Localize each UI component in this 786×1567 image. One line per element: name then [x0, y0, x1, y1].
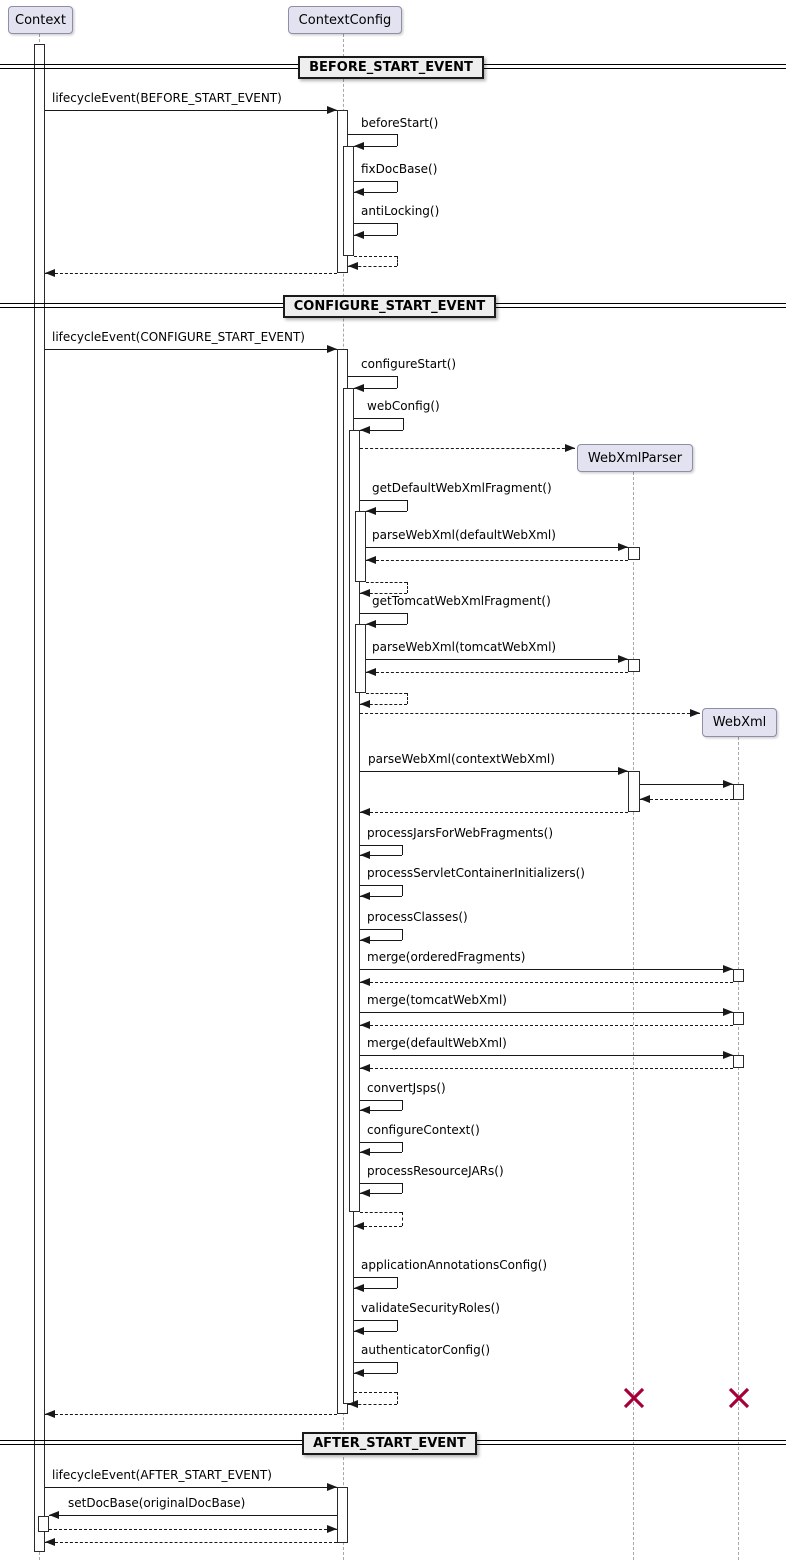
message-line: [49, 1515, 337, 1516]
activation-bar-context-config: [337, 1487, 348, 1543]
arrowhead-icon: [348, 1400, 358, 1408]
message-line: [397, 181, 398, 192]
message-label: authenticatorConfig(): [361, 1343, 491, 1357]
message-line: [348, 376, 397, 377]
message-label: parseWebXml(tomcatWebXml): [372, 640, 557, 654]
arrowhead-icon: [354, 1222, 364, 1230]
message-line: [360, 982, 733, 983]
arrowhead-icon: [366, 620, 376, 628]
message-line: [366, 659, 628, 660]
message-line: [403, 418, 404, 430]
message-line: [640, 799, 733, 800]
message-line: [360, 845, 402, 846]
divider-label: BEFORE_START_EVENT: [298, 56, 484, 79]
message-line: [354, 1277, 397, 1278]
message-label: convertJsps(): [367, 1081, 446, 1095]
arrowhead-icon: [45, 1410, 55, 1418]
divider-label: AFTER_START_EVENT: [302, 1432, 477, 1455]
activation-bar-web-xml: [733, 969, 744, 982]
message-line: [354, 1392, 397, 1393]
message-line: [360, 969, 733, 970]
message-line: [397, 134, 398, 146]
activation-bar-web-xml: [733, 784, 744, 800]
activation-bar-context-config: [355, 624, 366, 693]
message-line: [360, 1100, 402, 1101]
arrowhead-icon: [360, 978, 370, 986]
activation-bar-web-xml-parser: [628, 771, 640, 812]
message-line: [360, 771, 628, 772]
activation-bar-context: [34, 44, 45, 1552]
message-line: [366, 693, 407, 694]
message-label: merge(tomcatWebXml): [367, 993, 507, 1007]
destroy-icon-web-xml: [727, 1386, 751, 1410]
message-line: [360, 613, 407, 614]
arrowhead-icon: [618, 655, 628, 663]
arrowhead-icon: [366, 507, 376, 515]
message-label: processServletContainerInitializers(): [367, 866, 585, 880]
arrowhead-icon: [618, 543, 628, 551]
message-line: [366, 560, 628, 561]
message-label: configureStart(): [361, 357, 457, 371]
activation-bar-web-xml-parser: [628, 547, 640, 560]
message-label: lifecycleEvent(CONFIGURE_START_EVENT): [52, 330, 305, 344]
message-line: [354, 1320, 397, 1321]
message-label: configureContext(): [367, 1123, 480, 1137]
divider-label: CONFIGURE_START_EVENT: [283, 295, 496, 318]
arrowhead-icon: [327, 106, 337, 114]
activation-bar-web-xml: [733, 1055, 744, 1068]
message-label: antiLocking(): [361, 204, 440, 218]
arrowhead-icon: [327, 1483, 337, 1491]
message-line: [45, 1487, 337, 1488]
message-label: setDocBase(originalDocBase): [68, 1496, 246, 1510]
message-line: [407, 693, 408, 704]
message-line: [348, 134, 397, 135]
message-line: [360, 500, 407, 501]
message-line: [640, 784, 733, 785]
arrowhead-icon: [360, 851, 370, 859]
message-line: [366, 582, 407, 583]
arrowhead-icon: [723, 1051, 733, 1059]
arrowhead-icon: [360, 892, 370, 900]
message-line: [354, 1362, 397, 1363]
message-line: [397, 1320, 398, 1331]
message-line: [354, 256, 397, 257]
message-line: [360, 1025, 733, 1026]
arrowhead-icon: [366, 668, 376, 676]
arrowhead-icon: [360, 1106, 370, 1114]
arrowhead-icon: [618, 767, 628, 775]
participant-box-context-config: ContextConfig: [288, 6, 402, 34]
message-line: [360, 1183, 402, 1184]
message-line: [397, 1362, 398, 1373]
arrowhead-icon: [354, 231, 364, 239]
message-line: [354, 181, 397, 182]
message-label: lifecycleEvent(BEFORE_START_EVENT): [52, 91, 282, 105]
message-line: [397, 223, 398, 235]
arrowhead-icon: [327, 1525, 337, 1533]
participant-box-web-xml-parser: WebXmlParser: [577, 444, 693, 472]
message-line: [402, 885, 403, 896]
message-line: [397, 1392, 398, 1404]
arrowhead-icon: [565, 444, 575, 452]
message-line: [402, 1100, 403, 1110]
message-line: [354, 418, 403, 419]
arrowhead-icon: [360, 700, 370, 708]
message-line: [360, 929, 402, 930]
participant-box-context: Context: [8, 6, 73, 34]
arrowhead-icon: [690, 709, 700, 717]
activation-bar-context-config: [343, 146, 354, 256]
message-line: [45, 1542, 337, 1543]
message-label: merge(orderedFragments): [367, 950, 526, 964]
message-label: getDefaultWebXmlFragment(): [372, 481, 552, 495]
arrowhead-icon: [354, 1327, 364, 1335]
arrowhead-icon: [723, 780, 733, 788]
activation-bar-context-config: [355, 511, 366, 582]
message-line: [360, 1068, 733, 1069]
arrowhead-icon: [360, 1021, 370, 1029]
message-line: [402, 1212, 403, 1226]
arrowhead-icon: [360, 426, 370, 434]
activation-bar-web-xml: [733, 1012, 744, 1025]
arrowhead-icon: [360, 1064, 370, 1072]
message-label: lifecycleEvent(AFTER_START_EVENT): [52, 1468, 272, 1482]
message-line: [354, 223, 397, 224]
arrowhead-icon: [723, 1008, 733, 1016]
message-line: [360, 713, 700, 714]
message-line: [397, 256, 398, 266]
message-label: parseWebXml(contextWebXml): [368, 752, 555, 766]
message-line: [360, 885, 402, 886]
arrowhead-icon: [49, 1511, 59, 1519]
arrowhead-icon: [723, 965, 733, 973]
message-line: [407, 582, 408, 593]
arrowhead-icon: [360, 1148, 370, 1156]
message-label: fixDocBase(): [361, 162, 438, 176]
arrowhead-icon: [354, 188, 364, 196]
message-line: [407, 613, 408, 624]
message-line: [402, 929, 403, 940]
arrowhead-icon: [45, 1538, 55, 1546]
message-label: parseWebXml(defaultWebXml): [372, 528, 556, 542]
message-line: [366, 672, 628, 673]
message-label: merge(defaultWebXml): [367, 1036, 507, 1050]
arrowhead-icon: [360, 589, 370, 597]
arrowhead-icon: [360, 1189, 370, 1197]
arrowhead-icon: [354, 142, 364, 150]
message-line: [402, 1183, 403, 1193]
participant-box-web-xml: WebXml: [702, 708, 777, 737]
arrowhead-icon: [354, 1284, 364, 1292]
message-label: applicationAnnotationsConfig(): [361, 1258, 548, 1272]
arrowhead-icon: [366, 556, 376, 564]
arrowhead-icon: [354, 384, 364, 392]
message-line: [397, 1277, 398, 1288]
message-line: [360, 1142, 402, 1143]
message-label: processClasses(): [367, 910, 468, 924]
message-line: [360, 1012, 733, 1013]
message-line: [45, 110, 337, 111]
message-line: [45, 273, 337, 274]
message-label: processJarsForWebFragments(): [367, 826, 554, 840]
message-label: beforeStart(): [361, 116, 439, 130]
destroy-icon-web-xml-parser: [622, 1386, 646, 1410]
arrowhead-icon: [45, 269, 55, 277]
message-line: [360, 1055, 733, 1056]
arrowhead-icon: [360, 936, 370, 944]
message-line: [397, 376, 398, 388]
arrowhead-icon: [354, 1369, 364, 1377]
message-line: [366, 547, 628, 548]
message-line: [360, 1212, 402, 1213]
arrowhead-icon: [640, 795, 650, 803]
message-line: [49, 1529, 337, 1530]
message-label: webConfig(): [367, 399, 440, 413]
message-line: [407, 500, 408, 511]
arrowhead-icon: [348, 262, 358, 270]
message-label: getTomcatWebXmlFragment(): [372, 594, 551, 608]
message-line: [45, 1414, 337, 1415]
message-label: processResourceJARs(): [367, 1164, 504, 1178]
message-line: [360, 812, 628, 813]
message-label: validateSecurityRoles(): [361, 1301, 500, 1315]
message-line: [402, 845, 403, 855]
arrowhead-icon: [327, 345, 337, 353]
activation-bar-web-xml-parser: [628, 659, 640, 672]
message-line: [402, 1142, 403, 1152]
message-line: [360, 448, 575, 449]
arrowhead-icon: [360, 808, 370, 816]
activation-bar-context: [38, 1516, 49, 1532]
lifeline-web-xml: [738, 737, 739, 1560]
message-line: [45, 349, 337, 350]
